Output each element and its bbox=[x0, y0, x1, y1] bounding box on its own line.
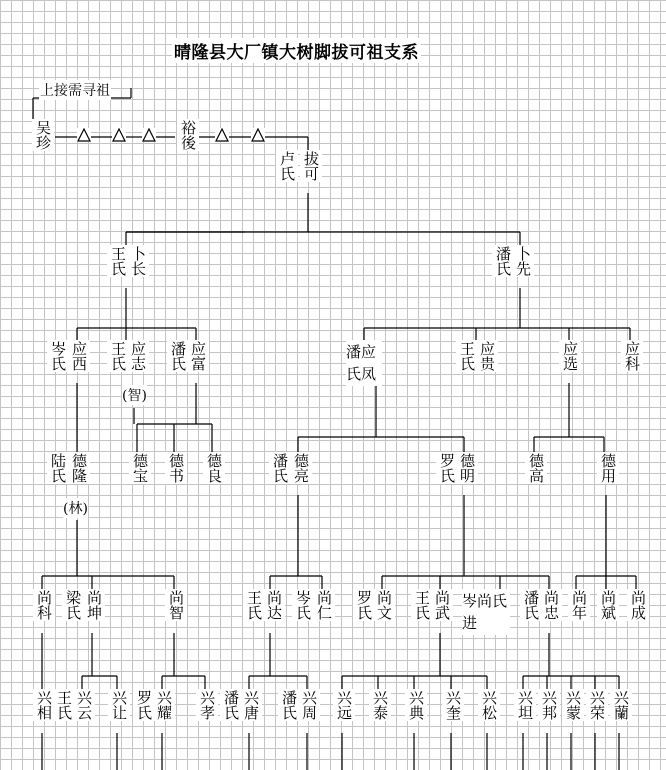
unknown-generation-icon bbox=[215, 128, 229, 142]
person-shang-da: 尚达 bbox=[265, 590, 283, 620]
person-shang-jin: 岑尚氏进 bbox=[462, 589, 510, 635]
unknown-generation-icon bbox=[142, 128, 156, 142]
person-ying-xi: 应西 bbox=[70, 341, 88, 371]
person-de-yong: 德用 bbox=[599, 453, 617, 483]
person-ying-feng: 潘应氏凤 bbox=[346, 340, 382, 386]
person-xing-song: 兴松 bbox=[480, 690, 498, 720]
person-de-shu: 德书 bbox=[167, 453, 185, 483]
spouse-pan-shi: 潘氏 bbox=[494, 246, 512, 276]
person-de-liang-2: 德亮 bbox=[292, 453, 310, 483]
person-shang-zhong: 尚忠 bbox=[542, 590, 560, 620]
spouse-wang-shi: 王氏 bbox=[55, 690, 73, 720]
person-de-long: 德隆 bbox=[70, 453, 88, 483]
spouse-cen-shi: 岑氏 bbox=[294, 590, 312, 620]
spouse-wang-shi: 王氏 bbox=[245, 590, 263, 620]
person-ying-xuan: 应选 bbox=[561, 341, 579, 371]
person-xing-lan: 兴蘭 bbox=[612, 690, 630, 720]
person-yu-hou: 裕後 bbox=[179, 120, 197, 150]
person-de-ming: 德明 bbox=[458, 453, 476, 483]
spouse-luo-shi: 罗氏 bbox=[135, 690, 153, 720]
person-xing-tang: 兴唐 bbox=[242, 690, 260, 720]
person-xing-tan: 兴坦 bbox=[516, 690, 534, 720]
person-shang-ke: 尚科 bbox=[35, 590, 53, 620]
spouse-pan-shi: 潘氏 bbox=[271, 453, 289, 483]
alt-name-lin: (林) bbox=[63, 498, 88, 518]
person-ying-gui: 应贵 bbox=[478, 341, 496, 371]
person-xing-zhou: 兴周 bbox=[300, 690, 318, 720]
spouse-pan-shi: 潘氏 bbox=[169, 341, 187, 371]
person-xing-kui: 兴奎 bbox=[444, 690, 462, 720]
spouse-liang-shi: 梁氏 bbox=[64, 590, 82, 620]
person-bu-zhang: 卜长 bbox=[129, 246, 147, 276]
person-de-liang: 德良 bbox=[205, 453, 223, 483]
spouse-lu-shi: 卢氏 bbox=[278, 151, 296, 181]
person-xing-tai: 兴泰 bbox=[371, 690, 389, 720]
unknown-generation-icon bbox=[77, 128, 91, 142]
alt-name-zhi: (智) bbox=[122, 385, 147, 405]
spouse-wang-shi: 王氏 bbox=[109, 341, 127, 371]
spouse-luo-shi: 罗氏 bbox=[438, 453, 456, 483]
person-shang-cheng: 尚成 bbox=[629, 590, 647, 620]
person-shang-wen: 尚文 bbox=[375, 590, 393, 620]
person-xing-yuan: 兴远 bbox=[335, 690, 353, 720]
spouse-lu-shi: 陆氏 bbox=[49, 453, 67, 483]
spouse-wang-shi: 王氏 bbox=[413, 590, 431, 620]
person-shang-zhi: 尚智 bbox=[167, 590, 185, 620]
spouse-pan-shi: 潘氏 bbox=[280, 690, 298, 720]
person-shang-wu: 尚武 bbox=[433, 590, 451, 620]
person-shang-bin: 尚斌 bbox=[599, 590, 617, 620]
person-shang-nian: 尚年 bbox=[570, 590, 588, 620]
unknown-generation-icon bbox=[112, 128, 126, 142]
person-xing-xiang: 兴相 bbox=[35, 690, 53, 720]
spouse-wang-shi: 王氏 bbox=[458, 341, 476, 371]
spouse-pan-shi: 潘氏 bbox=[222, 690, 240, 720]
person-xing-xiao: 兴孝 bbox=[198, 690, 216, 720]
person-ba-ke: 拔可 bbox=[302, 151, 320, 181]
person-xing-rang: 兴让 bbox=[110, 690, 128, 720]
person-wu-zhen: 吴珍 bbox=[34, 120, 52, 150]
person-de-bao: 德宝 bbox=[131, 453, 149, 483]
person-xing-rong: 兴荣 bbox=[588, 690, 606, 720]
person-xing-dian: 兴典 bbox=[407, 690, 425, 720]
person-ying-ke: 应科 bbox=[623, 341, 641, 371]
spouse-wang-shi: 王氏 bbox=[109, 246, 127, 276]
person-bu-xian: 卜先 bbox=[514, 246, 532, 276]
person-xing-bang: 兴邦 bbox=[540, 690, 558, 720]
ancestor-note: 上接需寻祖 bbox=[39, 80, 111, 100]
person-xing-meng: 兴蒙 bbox=[564, 690, 582, 720]
person-ying-zhi: 应志 bbox=[129, 341, 147, 371]
unknown-generation-icon bbox=[251, 128, 265, 142]
person-shang-kun: 尚坤 bbox=[85, 590, 103, 620]
spouse-cen-shi: 岑氏 bbox=[49, 341, 67, 371]
person-de-gao: 德高 bbox=[527, 453, 545, 483]
person-xing-yao: 兴耀 bbox=[155, 690, 173, 720]
spouse-luo-shi: 罗氏 bbox=[355, 590, 373, 620]
chart-title: 晴隆县大厂镇大树脚拔可祖支系 bbox=[172, 38, 421, 63]
spouse-pan-shi: 潘氏 bbox=[522, 590, 540, 620]
person-shang-ren: 尚仁 bbox=[315, 590, 333, 620]
person-ying-fu: 应富 bbox=[189, 341, 207, 371]
person-xing-yun: 兴云 bbox=[75, 690, 93, 720]
